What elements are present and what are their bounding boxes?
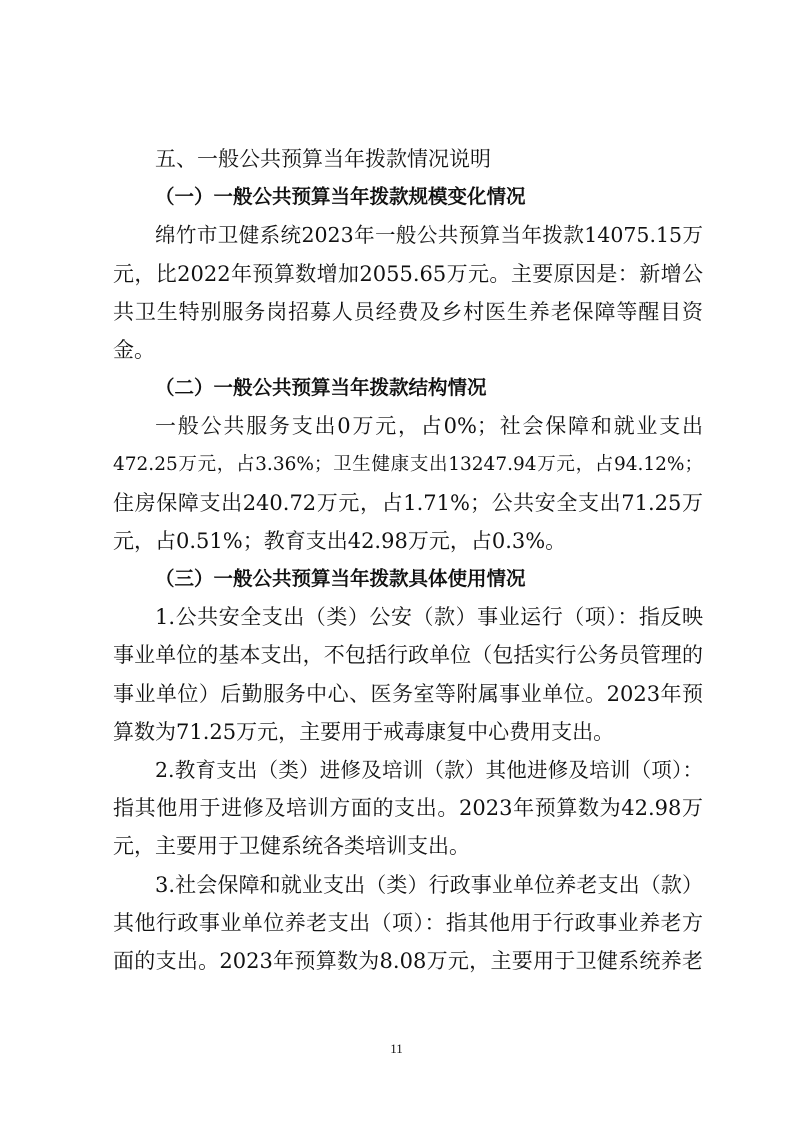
subsection-3-heading: （三）一般公共预算当年拨款具体使用情况 (155, 567, 526, 591)
paragraph-line: 共卫生特别服务岗招募人员经费及乡村医生养老保障等醒目资 (113, 299, 703, 324)
paragraph-line: 1.公共安全支出（类）公安（款）事业运行（项）：指反映 (155, 605, 703, 630)
paragraph-line: 元，占0.51%；教育支出42.98万元，占0.3%。 (113, 528, 567, 553)
paragraph-line: 事业单位）后勤服务中心、医务室等附属事业单位。2023年预 (113, 681, 703, 706)
paragraph-line: 元，主要用于卫健系统各类培训支出。 (113, 834, 470, 859)
paragraph-line: 一般公共服务支出0万元，占0%；社会保障和就业支出 (155, 414, 703, 439)
subsection-2-heading: （二）一般公共预算当年拨款结构情况 (155, 376, 487, 400)
paragraph-line: 面的支出。2023年预算数为8.08万元，主要用于卫健系统养老 (113, 948, 703, 973)
paragraph-line: 算数为71.25万元，主要用于戒毒康复中心费用支出。 (113, 719, 615, 744)
paragraph-line: 元，比2022年预算数增加2055.65万元。主要原因是：新增公 (113, 261, 703, 286)
paragraph-line: 472.25万元，占3.36%；卫生健康支出13247.94万元，占94.12%； (113, 453, 703, 475)
paragraph-line: 指其他用于进修及培训方面的支出。2023年预算数为42.98万 (113, 796, 703, 821)
paragraph-line: 其他行政事业单位养老支出（项）：指其他用于行政事业养老方 (113, 910, 703, 935)
paragraph-line: 2.教育支出（类）进修及培训（款）其他进修及培训（项）： (155, 758, 703, 782)
paragraph-line: 住房保障支出240.72万元，占1.71%；公共安全支出71.25万 (113, 490, 703, 515)
paragraph-line: 3.社会保障和就业支出（类）行政事业单位养老支出（款） (155, 872, 703, 897)
subsection-1-heading: （一）一般公共预算当年拨款规模变化情况 (155, 185, 526, 209)
page-number: 11 (390, 1041, 403, 1056)
section-heading: 五、一般公共预算当年拨款情况说明 (155, 147, 491, 171)
paragraph-line: 金。 (113, 337, 155, 362)
page-content (113, 140, 703, 980)
paragraph-line: 绵竹市卫健系统2023年一般公共预算当年拨款14075.15万 (155, 223, 703, 248)
paragraph-line: 事业单位的基本支出，不包括行政单位（包括实行公务员管理的 (113, 643, 703, 668)
